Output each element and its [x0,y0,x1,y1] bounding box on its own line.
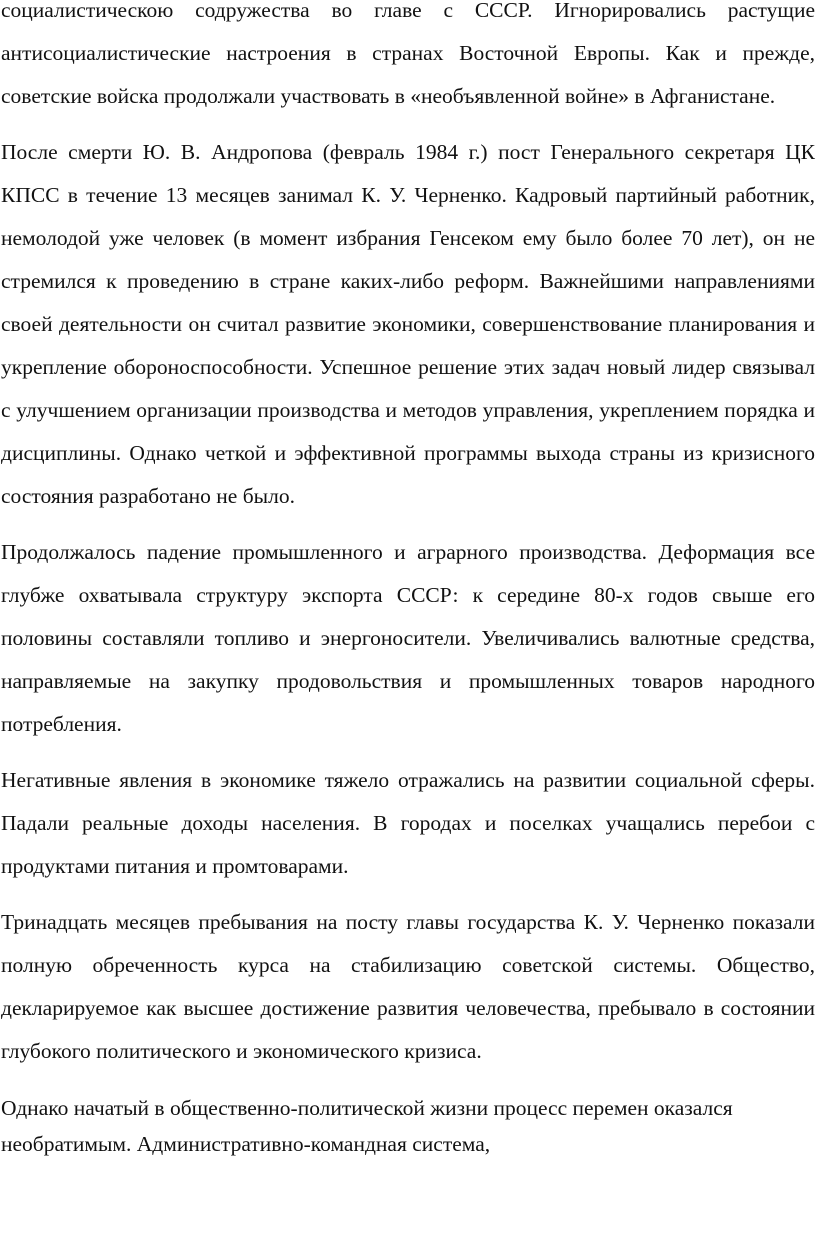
paragraph-chernenko-succession: После смерти Ю. В. Андропова (февраль 1984 г.) пост Генерального секретаря ЦК КПСС в течение 13 месяцев занимал К. У. Черненко. Кадровый партийный работник, немолодой уже человек (в момент избрания Генсеком ему было более 70 лет), он не стремился к проведению в стране каких-либо реформ. Важнейшими направлениями своей деятельности он считал развитие экономики, совершенствование планирования и укрепление обороноспособности. Успешное решение этих задач новый лидер связывал с улучшением организации производства и методов управления, укреплением порядка и дисциплины. Однако четкой и эффективной программы выхода страны из кризисного состояния разработано не было. [1,140,815,508]
paragraph-production-decline: Продолжалось падение промышленного и аграрного производства. Деформация все глубже охватывала структуру экспорта СССР: к середине 80-х годов свыше его половины составляли топливо и энергоносители. Увеличивались валютные средства, направляемые на закупку продовольствия и промышленных товаров народного потребления. [1,540,815,736]
paragraph-afghanistan: социалистическою содружества во главе с СССР. Игнорировались растущие антисоциалистические настроения в странах Восточной Европы. Как и прежде, советские войска продолжали участвовать в «необъявленной войне» в Афганистане. [1,0,815,108]
paragraph-thirteen-months: Тринадцать месяцев пребывания на посту главы государства К. У. Черненко показали полную обреченность курса на стабилизацию советской системы. Общество, декларируемое как высшее достижение развития человечества, пребывало в состоянии глубокого политического и экономического кризиса. [1,910,815,1063]
paragraph-irreversible-change: Однако начатый в общественно-политической жизни процесс перемен оказался необратимым. Административно-командная система, [1,1096,733,1156]
paragraph-social-sphere: Негативные явления в экономике тяжело отражались на развитии социальной сферы. Падали реальные доходы населения. В городах и поселках учащались перебои с продуктами питания и промтоварами. [1,768,815,878]
